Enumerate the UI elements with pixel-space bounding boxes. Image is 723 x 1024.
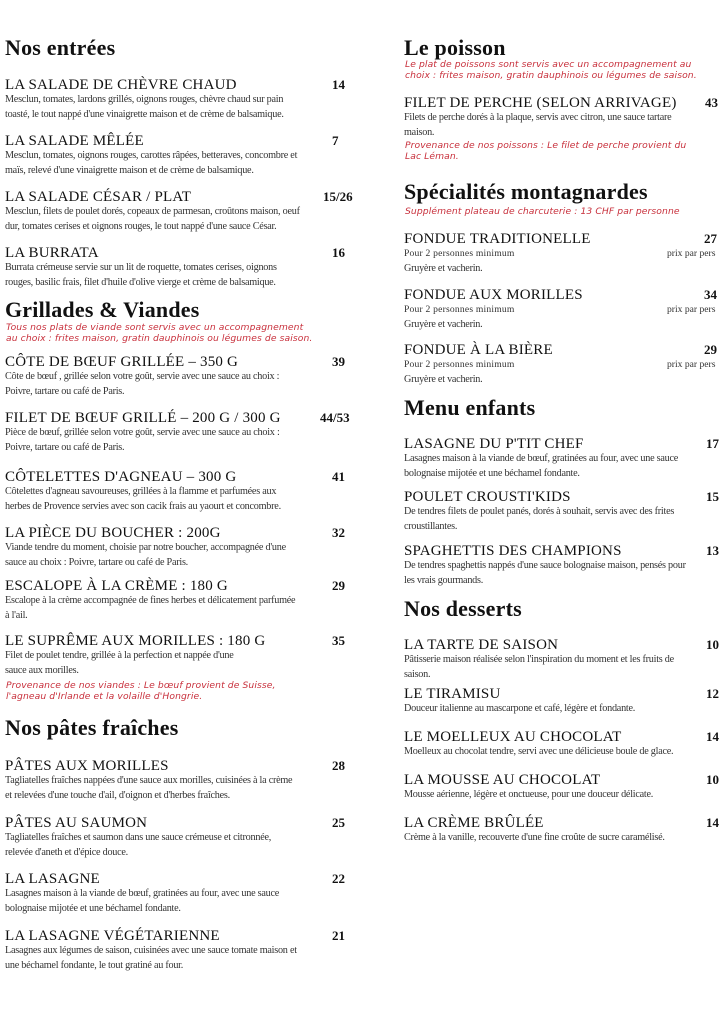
menu-item-description: Douceur italienne au mascarpone et café, légère et fondante. xyxy=(404,703,636,714)
menu-item-price: 43 xyxy=(705,95,718,110)
menu-item-name: LE TIRAMISU xyxy=(404,686,501,702)
menu-item-description: une béchamel fondante, le tout gratiné au four. xyxy=(5,960,184,971)
menu-item-price: 10 xyxy=(706,772,719,787)
menu-item-description: herbes de Provence servies avec son cacik frais au yaourt et concombre. xyxy=(5,501,281,512)
menu-item-price: 28 xyxy=(332,758,345,773)
menu-item-description: bolognaise mijotée et une béchamel fondante. xyxy=(404,468,580,479)
section-heading: Spécialités montagnardes xyxy=(404,179,648,204)
menu-item-price-note: prix par pers xyxy=(667,304,716,315)
section-heading: Nos desserts xyxy=(404,596,522,621)
menu-item-price: 29 xyxy=(704,342,717,357)
menu-item-description: et relevées d'une touche d'ail, d'oignon et d'herbes fraîches. xyxy=(5,790,230,801)
menu-item-price: 14 xyxy=(706,729,719,744)
menu-item-price: 44/53 xyxy=(320,410,350,425)
menu-item-name: LA BURRATA xyxy=(5,245,99,261)
menu-item-price: 7 xyxy=(332,133,339,148)
menu-item-description: Filet de poulet tendre, grillée à la perfection et nappée d'une xyxy=(5,650,234,661)
menu-item-price: 21 xyxy=(332,928,345,943)
menu-item-description: Tagliatelles fraîches et saumon dans une sauce crémeuse et citronnée, xyxy=(5,832,272,843)
menu-item-price: 39 xyxy=(332,354,345,369)
menu-item-price: 34 xyxy=(704,287,717,302)
menu-item-description: De tendres spaghettis nappés d'une sauce bolognaise maison, pensés pour xyxy=(404,560,686,571)
menu-item-description: Côtelettes d'agneau savoureuses, grillées à la flamme et parfumées aux xyxy=(5,486,277,497)
menu-item-price: 15/26 xyxy=(323,189,353,204)
section-note: Lac Léman. xyxy=(405,151,459,162)
menu-item-name: LA CRÈME BRÛLÉE xyxy=(404,815,544,831)
menu-item-name: LA SALADE MÊLÉE xyxy=(5,133,144,149)
menu-item-description: toasté, le tout nappé d'une vinaigrette maison et de crème de balsamique. xyxy=(5,109,284,120)
section-heading: Nos entrées xyxy=(5,35,116,60)
menu-item-price: 25 xyxy=(332,815,345,830)
section-note: Provenance de nos viandes : Le bœuf provient de Suisse, xyxy=(6,680,276,691)
menu-item-name: FONDUE À LA BIÈRE xyxy=(404,342,553,358)
menu-item-price-note: prix par pers xyxy=(667,359,716,370)
menu-item-description: Mesclun, tomates, oignons rouges, carottes râpées, betteraves, concombre et xyxy=(5,150,298,161)
menu-item-description: croustillantes. xyxy=(404,521,458,532)
section-note: Le plat de poissons sont servis avec un accompagnement au xyxy=(405,59,692,70)
menu-item-description: sauce aux morilles. xyxy=(5,665,79,676)
menu-item-description: maison. xyxy=(404,127,435,138)
menu-item-description: relevée d'aneth et d'épice douce. xyxy=(5,847,128,858)
section-heading: Menu enfants xyxy=(404,395,536,420)
section-heading: Nos pâtes fraîches xyxy=(5,715,179,740)
menu-item-price: 22 xyxy=(332,871,345,886)
menu-item-description: Burrata crémeuse servie sur un lit de roquette, tomates cerises, oignons xyxy=(5,262,277,273)
menu-item-price: 35 xyxy=(332,633,345,648)
menu-item-price: 41 xyxy=(332,469,345,484)
section-note: Provenance de nos poissons : Le filet de perche provient du xyxy=(405,140,687,151)
menu-item-description: Gruyère et vacherin. xyxy=(404,374,483,385)
section-heading: Grillades & Viandes xyxy=(5,297,200,322)
menu-item-description: Lasagnes maison à la viande de bœuf, gratinées au four, avec une sauce xyxy=(5,888,280,899)
menu-item-description: rouges, basilic frais, filet d'huile d'olive vierge et crème de balsamique. xyxy=(5,277,276,288)
menu-item-name: LE MOELLEUX AU CHOCOLAT xyxy=(404,729,622,745)
menu-item-name: PÂTES AU SAUMON xyxy=(5,815,148,831)
menu-item-price: 16 xyxy=(332,245,345,260)
menu-item-name: FILET DE BŒUF GRILLÉ – 200 G / 300 G xyxy=(5,410,281,426)
menu-item-description: Poivre, tartare ou café de Paris. xyxy=(5,442,125,453)
menu-item-description: Mesclun, tomates, lardons grillés, oignons rouges, chèvre chaud sur pain xyxy=(5,94,284,105)
menu-item-price: 10 xyxy=(706,637,719,652)
section-note: au choix : frites maison, gratin dauphinois ou légumes de saison. xyxy=(6,333,313,344)
menu-item-description: Tagliatelles fraîches nappées d'une sauce aux morilles, cuisinées à la crème xyxy=(5,775,293,786)
menu-item-name: SPAGHETTIS DES CHAMPIONS xyxy=(404,543,622,559)
menu-item-description: à l'ail. xyxy=(5,610,28,621)
menu-item-description: saison. xyxy=(404,669,431,680)
menu-item-description: bolognaise mijotée et une béchamel fondante. xyxy=(5,903,181,914)
menu-item-description: Lasagnes aux légumes de saison, cuisinées avec une sauce tomate maison et xyxy=(5,945,297,956)
menu-item-description: Pour 2 personnes minimum xyxy=(404,248,515,259)
menu-item-description: Pièce de bœuf, grillée selon votre goût, servie avec une sauce au choix : xyxy=(5,427,280,438)
menu-item-description: Poivre, tartare ou café de Paris. xyxy=(5,386,125,397)
menu-item-name: LA MOUSSE AU CHOCOLAT xyxy=(404,772,601,788)
menu-item-description: Gruyère et vacherin. xyxy=(404,319,483,330)
menu-item-name: LA LASAGNE VÉGÉTARIENNE xyxy=(5,928,220,944)
section-note: l'agneau d'Irlande et la volaille d'Hongrie. xyxy=(6,691,203,702)
menu-item-name: POULET CROUSTI'KIDS xyxy=(404,489,571,505)
menu-item-price: 27 xyxy=(704,231,717,246)
menu-item-description: Pâtisserie maison réalisée selon l'inspiration du moment et les fruits de xyxy=(404,654,674,665)
menu-item-price: 12 xyxy=(706,686,719,701)
menu-item-name: LA SALADE CÉSAR / PLAT xyxy=(5,189,192,205)
menu-item-description: Crème à la vanille, recouverte d'une fine croûte de sucre caramélisé. xyxy=(404,832,665,843)
menu-item-name: PÂTES AUX MORILLES xyxy=(5,758,169,774)
section-heading: Le poisson xyxy=(404,35,506,60)
section-note: Supplément plateau de charcuterie : 13 CHF par personne xyxy=(405,206,680,217)
menu-item-description: Escalope à la crème accompagnée de fines herbes et délicatement parfumée xyxy=(5,595,296,606)
menu-item-name: FONDUE AUX MORILLES xyxy=(404,287,583,303)
menu-item-description: Filets de perche dorés à la plaque, servis avec citron, une sauce tartare xyxy=(404,112,672,123)
menu-item-name: LA SALADE DE CHÈVRE CHAUD xyxy=(5,77,237,93)
menu-item-name: LA LASAGNE xyxy=(5,871,100,887)
menu-item-description: dur, tomates cerises et oignons rouges, le tout nappé d'une sauce César. xyxy=(5,221,277,232)
menu-item-name: FONDUE TRADITIONELLE xyxy=(404,231,591,247)
menu-item-price: 15 xyxy=(706,489,719,504)
menu-item-description: Viande tendre du moment, choisie par notre boucher, accompagnée d'une xyxy=(5,542,286,553)
menu-item-price: 17 xyxy=(706,436,719,451)
menu-item-description: maïs, relevé d'une vinaigrette maison et de crème de balsamique. xyxy=(5,165,254,176)
menu-item-name: LA PIÈCE DU BOUCHER : 200G xyxy=(5,525,221,541)
section-note: Tous nos plats de viande sont servis avec un accompagnement xyxy=(6,322,304,333)
menu-item-name: ESCALOPE À LA CRÈME : 180 G xyxy=(5,578,228,594)
menu-item-price: 14 xyxy=(332,77,345,92)
menu-item-description: Pour 2 personnes minimum xyxy=(404,359,515,370)
menu-item-description: Côte de bœuf , grillée selon votre goût, servie avec une sauce au choix : xyxy=(5,371,280,382)
menu-item-name: CÔTELETTES D'AGNEAU – 300 G xyxy=(5,469,237,485)
menu-item-name: LA TARTE DE SAISON xyxy=(404,637,559,653)
menu-item-description: Lasagnes maison à la viande de bœuf, gratinées au four, avec une sauce xyxy=(404,453,679,464)
menu-item-name: LE SUPRÊME AUX MORILLES : 180 G xyxy=(5,633,266,649)
menu-item-description: Pour 2 personnes minimum xyxy=(404,304,515,315)
menu-item-price: 29 xyxy=(332,578,345,593)
menu-item-price-note: prix par pers xyxy=(667,248,716,259)
menu-item-price: 13 xyxy=(706,543,719,558)
menu-item-description: De tendres filets de poulet panés, dorés à souhait, servis avec des frites xyxy=(404,506,675,517)
menu-item-price: 32 xyxy=(332,525,345,540)
menu-item-description: Mousse aérienne, légère et onctueuse, pour une douceur délicate. xyxy=(404,789,654,800)
menu-item-description: Mesclun, filets de poulet dorés, copeaux de parmesan, croûtons maison, oeuf xyxy=(5,206,300,217)
section-note: choix : frites maison, gratin dauphinois ou légumes de saison. xyxy=(405,70,697,81)
menu-item-price: 14 xyxy=(706,815,719,830)
menu-item-name: LASAGNE DU P'TIT CHEF xyxy=(404,436,584,452)
menu-item-description: les vrais gourmands. xyxy=(404,575,484,586)
menu-item-name: FILET DE PERCHE (SELON ARRIVAGE) xyxy=(404,95,677,111)
menu-item-name: CÔTE DE BŒUF GRILLÉE – 350 G xyxy=(5,354,239,370)
menu-item-description: Moelleux au chocolat tendre, servi avec une délicieuse boule de glace. xyxy=(404,746,674,757)
menu-item-description: sauce au choix : Poivre, tartare ou café de Paris. xyxy=(5,557,188,568)
menu-item-description: Gruyère et vacherin. xyxy=(404,263,483,274)
